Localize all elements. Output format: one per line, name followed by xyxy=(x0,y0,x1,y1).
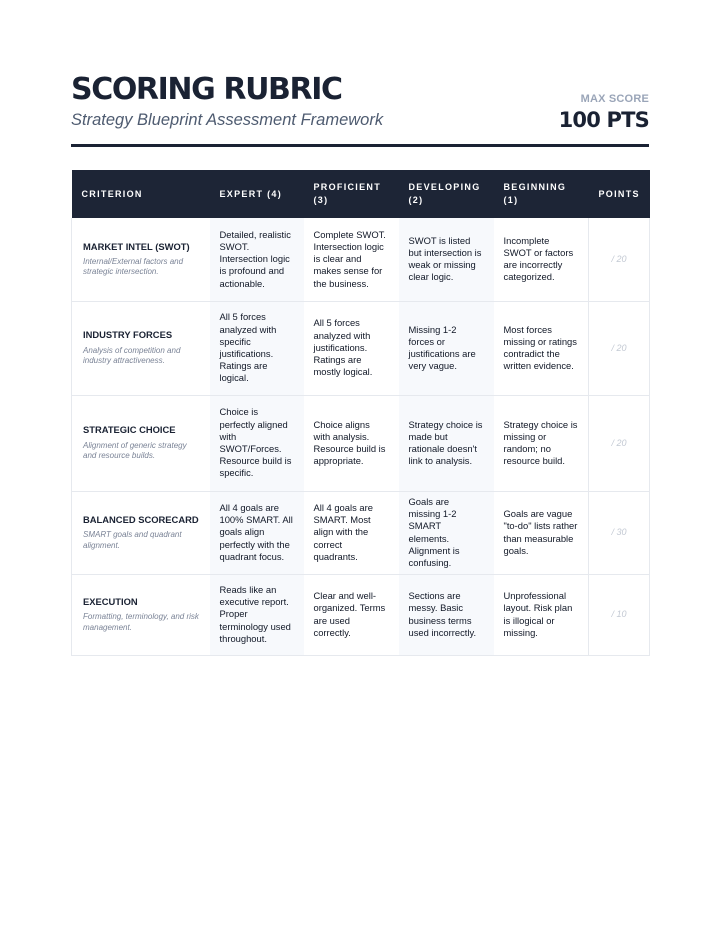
column-header-criterion: CRITERION xyxy=(72,170,210,218)
points-cell: / 10 xyxy=(589,574,650,655)
expert-cell: Reads like an executive report. Proper terminology used throughout. xyxy=(210,574,304,655)
expert-cell: Choice is perfectly aligned with SWOT/Forces. Resource build is specific. xyxy=(210,395,304,491)
header-divider xyxy=(71,144,649,147)
expert-cell: Detailed, realistic SWOT. Intersection logic is profound and actionable. xyxy=(210,218,304,301)
column-header-points: POINTS xyxy=(589,170,650,218)
table-row xyxy=(72,218,650,301)
table-row xyxy=(72,574,650,655)
beginning-cell: Incomplete SWOT or factors are incorrectly categorized. xyxy=(494,218,589,301)
criterion-cell xyxy=(72,491,210,574)
beginning-cell: Strategy choice is missing or random; no resource build. xyxy=(494,395,589,491)
beginning-cell: Most forces missing or ratings contradict the written evidence. xyxy=(494,301,589,395)
criterion-cell xyxy=(72,301,210,395)
criterion-description: SMART goals and quadrant alignment. xyxy=(83,530,182,550)
criterion-name: INDUSTRY FORCES xyxy=(83,329,173,341)
developing-cell: Goals are missing 1-2 SMART elements. Alignment is confusing. xyxy=(399,491,494,574)
beginning-cell: Goals are vague "to-do" lists rather than measurable goals. xyxy=(494,491,589,574)
proficient-cell: Complete SWOT. Intersection logic is clear and makes sense for the business. xyxy=(304,218,399,301)
max-score-label: MAX SCORE xyxy=(580,93,649,105)
table-row xyxy=(72,491,650,574)
points-cell: / 20 xyxy=(589,395,650,491)
criterion-description: Formatting, terminology, and risk management. xyxy=(83,612,199,632)
table-row xyxy=(72,395,650,491)
table-row xyxy=(72,301,650,395)
column-header-developing: DEVELOPING (2) xyxy=(399,170,494,218)
criterion-name: BALANCED SCORECARD xyxy=(83,513,199,525)
beginning-cell: Unprofessional layout. Risk plan is illogical or missing. xyxy=(494,574,589,655)
table-header-row xyxy=(72,170,650,218)
column-header-expert: EXPERT (4) xyxy=(210,170,304,218)
proficient-cell: Clear and well-organized. Terms are used correctly. xyxy=(304,574,399,655)
developing-cell: SWOT is listed but intersection is weak or missing clear logic. xyxy=(399,218,494,301)
criterion-cell xyxy=(72,218,210,301)
criterion-description: Analysis of competition and industry attractiveness. xyxy=(83,345,181,366)
criterion-description: Alignment of generic strategy and resource builds. xyxy=(83,440,187,461)
proficient-cell: All 4 goals are SMART. Most align with the correct quadrants. xyxy=(304,491,399,574)
page-header xyxy=(71,70,649,132)
criterion-name: MARKET INTEL (SWOT) xyxy=(83,240,190,252)
criterion-cell xyxy=(72,574,210,655)
criterion-name: EXECUTION xyxy=(83,595,138,607)
proficient-cell: All 5 forces analyzed with justifications. Ratings are mostly logical. xyxy=(304,301,399,395)
page-subtitle: Strategy Blueprint Assessment Framework xyxy=(71,111,384,129)
expert-cell: All 4 goals are 100% SMART. All goals align perfectly with the quadrant focus. xyxy=(210,491,304,574)
criterion-description: Internal/External factors and strategic intersection. xyxy=(83,256,184,277)
points-cell: / 20 xyxy=(589,218,650,301)
column-header-beginning: BEGINNING (1) xyxy=(494,170,589,218)
expert-cell: All 5 forces analyzed with specific justifications. Ratings are logical. xyxy=(210,301,304,395)
rubric-table xyxy=(71,170,650,656)
criterion-cell xyxy=(72,395,210,491)
page-title: SCORING RUBRIC xyxy=(71,72,342,107)
proficient-cell: Choice aligns with analysis. Resource build is appropriate. xyxy=(304,395,399,491)
criterion-name: STRATEGIC CHOICE xyxy=(83,424,176,436)
developing-cell: Missing 1-2 forces or justifications are very vague. xyxy=(399,301,494,395)
points-cell: / 30 xyxy=(589,491,650,574)
points-cell: / 20 xyxy=(589,301,650,395)
max-score-value: 100 PTS xyxy=(558,108,649,132)
developing-cell: Sections are messy. Basic business terms used incorrectly. xyxy=(399,574,494,655)
column-header-proficient: PROFICIENT (3) xyxy=(304,170,399,218)
developing-cell: Strategy choice is made but rationale doesn't link to analysis. xyxy=(399,395,494,491)
